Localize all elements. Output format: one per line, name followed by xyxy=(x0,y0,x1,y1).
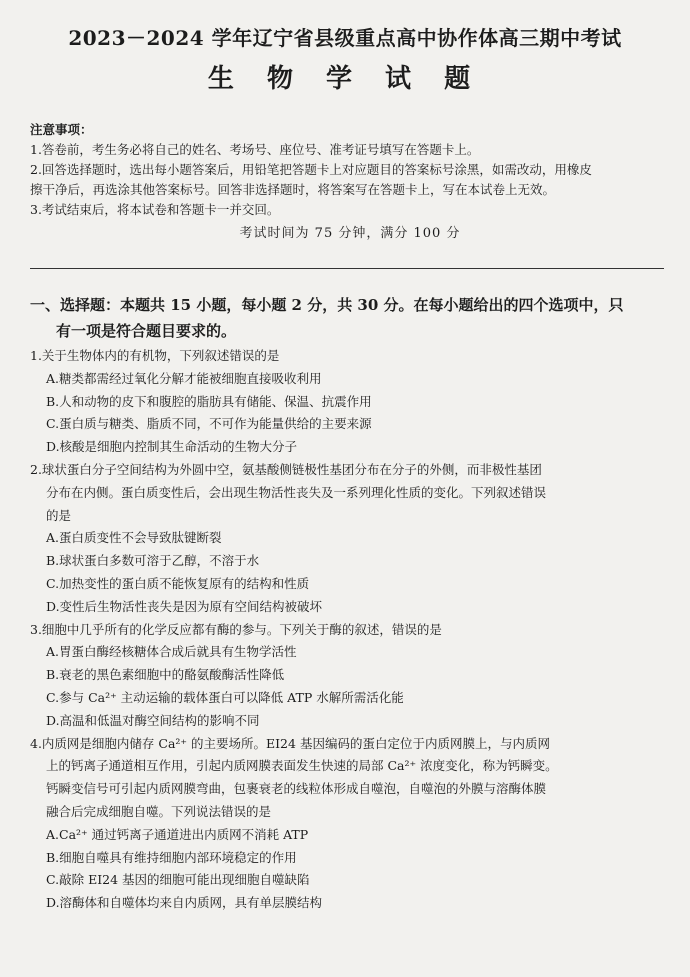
question-4-option-c: C.敲除 EI24 基因的细胞可能出现细胞自噬缺陷 xyxy=(46,872,310,888)
question-2-stem-line-1: 2.球状蛋白分子空间结构为外圆中空，氨基酸侧链极性基团分布在分子的外侧，而非极性基团 xyxy=(30,461,542,477)
question-3-option-c: C.参与 Ca²⁺ 主动运输的载体蛋白可以降低 ATP 水解所需活化能 xyxy=(46,689,404,705)
question-4-stem-line-1: 4.内质网是细胞内储存 Ca²⁺ 的主要场所。EI24 基因编码的蛋白定位于内质网膜上，与内质网 xyxy=(30,735,550,751)
notice-item-2-line-1: 2.回答选择题时，选出每小题答案后，用铅笔把答题卡上对应题目的答案标号涂黑，如需改动，用橡皮 xyxy=(30,162,592,177)
section-line-2: 有一项是符合题目要求的。 xyxy=(56,322,237,340)
question-list xyxy=(30,345,670,915)
question-4-stem-line-3: 钙瞬变信号可引起内质网膜弯曲，包裹衰老的线粒体形成自噬泡，自噬泡的外膜与溶酶体膜 xyxy=(46,781,547,797)
exam-time: 考试时间为 75 分钟，满分 100 分 xyxy=(239,226,461,241)
question-1-option-d: D.核酸是细胞内控制其生命活动的生物大分子 xyxy=(46,439,298,455)
section-line-1: 一、选择题：本题共 15 小题，每小题 2 分，共 30 分。在每小题给出的四个选项中，只 xyxy=(30,296,624,314)
question-4-option-a: A.Ca²⁺ 通过钙离子通道进出内质网不消耗 ATP xyxy=(46,826,309,842)
question-2-option-a: A.蛋白质变性不会导致肽键断裂 xyxy=(46,530,222,546)
question-1-option-a: A.糖类都需经过氧化分解才能被细胞直接吸收利用 xyxy=(46,370,322,386)
notice-item-3: 3.考试结束后，将本试卷和答题卡一并交回。 xyxy=(30,202,280,217)
question-1-stem: 1.关于生物体内的有机物，下列叙述错误的是 xyxy=(30,348,280,363)
question-3-option-d: D.高温和低温对酶空间结构的影响不同 xyxy=(46,712,260,728)
notice-block xyxy=(30,120,670,244)
question-3-stem: 3.细胞中几乎所有的化学反应都有酶的参与。下列关于酶的叙述，错误的是 xyxy=(30,621,442,637)
question-2-option-c: C.加热变性的蛋白质不能恢复原有的结构和性质 xyxy=(46,575,310,591)
question-4-option-b: B.细胞自噬具有维持细胞内部环境稳定的作用 xyxy=(46,849,297,865)
question-4-stem-line-4: 融合后完成细胞自噬。下列说法错误的是 xyxy=(46,803,272,819)
exam-title: 2023－2024 学年辽宁省县级重点高中协作体高三期中考试 xyxy=(68,26,622,50)
question-4-stem-line-2: 上的钙离子通道相互作用，引起内质网膜表面发生快速的局部 Ca²⁺ 浓度变化，称为钙瞬变。 xyxy=(46,758,558,774)
notice-heading: 注意事项： xyxy=(30,122,93,137)
question-1-option-c: C.蛋白质与糖类、脂质不同，不可作为能量供给的主要来源 xyxy=(46,416,372,432)
question-4-option-d: D.溶酶体和自噬体均来自内质网，具有单层膜结构 xyxy=(46,895,323,911)
notice-item-2-line-2: 擦干净后，再选涂其他答案标号。回答非选择题时，将答案写在答题卡上，写在本试卷上无效。 xyxy=(30,182,556,197)
question-3-option-a: A.胃蛋白酶经核糖体合成后就具有生物学活性 xyxy=(46,644,297,660)
divider xyxy=(30,268,664,269)
question-2-stem-line-3: 的是 xyxy=(46,507,72,523)
question-3-option-b: B.衰老的黑色素细胞中的酪氨酸酶活性降低 xyxy=(46,667,285,683)
section-heading xyxy=(30,292,670,344)
subject-title: 生 物 学 试 题 xyxy=(207,64,483,94)
question-1-option-b: B.人和动物的皮下和腹腔的脂肪具有储能、保温、抗震作用 xyxy=(46,393,372,409)
question-2-option-d: D.变性后生物活性丧失是因为原有空间结构被破坏 xyxy=(46,598,323,614)
notice-item-1: 1.答卷前，考生务必将自己的姓名、考场号、座位号、准考证号填写在答题卡上。 xyxy=(30,142,480,157)
question-2-stem-line-2: 分布在内侧。蛋白质变性后，会出现生物活性丧失及一系列理化性质的变化。下列叙述错误 xyxy=(46,484,547,500)
question-2-option-b: B.球状蛋白多数可溶于乙醇，不溶于水 xyxy=(46,553,260,569)
